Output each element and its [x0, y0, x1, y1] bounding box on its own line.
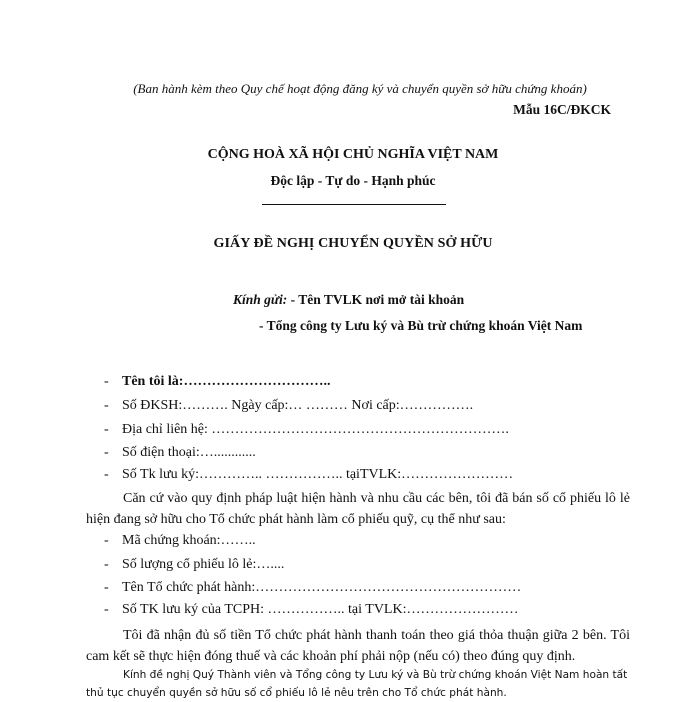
document-title: GIẤY ĐỀ NGHỊ CHUYỂN QUYỀN SỞ HỮU [213, 236, 493, 251]
motto-underline [262, 204, 446, 205]
national-name: CỘNG HOÀ XÃ HỘI CHỦ NGHĨA VIỆT NAM [207, 147, 499, 162]
national-motto: Độc lập - Tự do - Hạnh phúc [270, 173, 436, 188]
list-dash: - [104, 422, 109, 437]
odd-lot-quantity-row [0, 557, 700, 577]
list-dash: - [104, 398, 109, 413]
addressee-recipient-1: - Tên TVLK nơi mở tài khoản [287, 292, 465, 307]
list-dash: - [104, 557, 109, 572]
addressee-recipient-2: - Tổng công ty Lưu ký và Bù trừ chứng khoán Việt Nam [259, 318, 583, 333]
issuer-name: Tên Tổ chức phát hành:………………………………………………… [122, 580, 522, 595]
list-dash: - [104, 580, 109, 595]
basis-paragraph: Căn cứ vào quy định pháp luật hiện hành và nhu cầu các bên, tôi đã bán số cổ phiếu lô lẻ hiện đang sở hữu cho Tổ chức phát hành làm cổ phiếu quỹ, cụ thể như sau: [86, 491, 630, 527]
list-dash: - [104, 374, 109, 389]
applicant-phone: Số điện thoại:…............ [122, 445, 256, 460]
regulation-note: (Ban hành kèm theo Quy chế hoạt động đăng ký và chuyển quyền sở hữu chứng khoán) [133, 81, 587, 96]
odd-lot-quantity: Số lượng cổ phiếu lô lẻ:….... [122, 557, 285, 572]
list-dash: - [104, 602, 109, 617]
applicant-account-row [0, 467, 700, 487]
list-dash: - [104, 533, 109, 548]
form-code: Mẫu 16C/ĐKCK [513, 102, 611, 117]
security-code: Mã chứng khoán:…….. [122, 533, 256, 548]
applicant-id-row [0, 398, 700, 418]
applicant-depository-account: Số Tk lưu ký:………….. …………….. tạiTVLK:…………………… [122, 467, 514, 482]
applicant-id-details: Số ĐKSH:………. Ngày cấp:… ……… Nơi cấp:……………. [122, 398, 474, 413]
applicant-phone-row [0, 445, 700, 465]
list-dash: - [104, 445, 109, 460]
issuer-account-row [0, 602, 700, 622]
issuer-depository-account: Số TK lưu ký của TCPH: …………….. tại TVLK:…………………… [122, 602, 519, 617]
request-paragraph: Kính đề nghị Quý Thành viên và Tổng công ty Lưu ký và Bù trừ chứng khoán Việt Nam hoàn tất thủ tục chuyển quyền sở hữu số cổ phiếu lô lẻ nêu trên cho Tổ chức phát hành. [86, 669, 628, 699]
issuer-name-row [0, 580, 700, 600]
applicant-name: Tên tôi là:………………………….. [122, 374, 331, 389]
applicant-address: Địa chỉ liên hệ: ………………………………………………………. [122, 422, 509, 437]
list-dash: - [104, 467, 109, 482]
addressee-label: Kính gửi: [233, 292, 288, 307]
security-code-row [0, 533, 700, 553]
applicant-name-row [0, 374, 700, 394]
addressee-line-1 [233, 292, 464, 308]
payment-commitment-paragraph: Tôi đã nhận đủ số tiền Tổ chức phát hành thanh toán theo giá thỏa thuận giữa 2 bên. Tôi cam kết sẽ thực hiện đóng thuế và các khoản phí phải nộp (nếu có) theo đúng quy định. [86, 628, 630, 664]
applicant-address-row [0, 422, 700, 442]
